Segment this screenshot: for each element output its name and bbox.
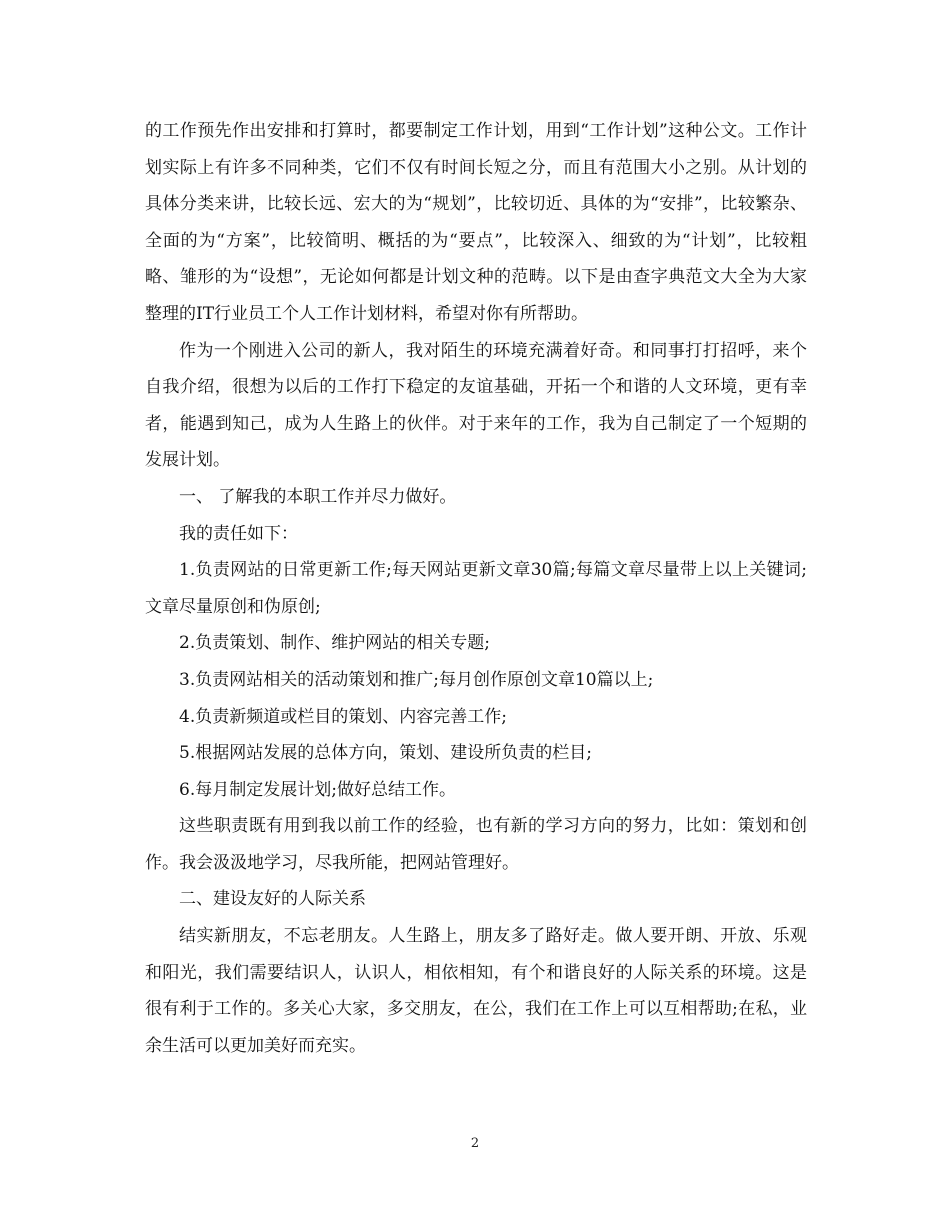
list-item-5: 5.根据网站发展的总体方向，策划、建设所负责的栏目; bbox=[179, 743, 592, 764]
paragraph-experience: 这些职责既有用到我以前工作的经验，也有新的学习方向的努力，比如：策划和创作。我会汲汲地学习，尽我所能，把网站管理好。 bbox=[145, 816, 807, 873]
list-item-6: 6.每月制定发展计划;做好总结工作。 bbox=[179, 779, 456, 800]
list-item-3: 3.负责网站相关的活动策划和推广;每月创作原创文章10篇以上; bbox=[179, 669, 654, 690]
paragraph-newcomer: 作为一个刚进入公司的新人，我对陌生的环境充满着好奇。和同事打打招呼，来个自我介绍，很想为以后的工作打下稳定的友谊基础，开拓一个和谐的人文环境，更有幸者，能遇到知己，成为人生路上的伙伴。对于来年的工作，我为自己制定了一个短期的发展计划。 bbox=[145, 340, 807, 471]
paragraph-intro: 的工作预先作出安排和打算时，都要制定工作计划，用到“工作计划”这种公文。工作计划实际上有许多不同种类，它们不仅有时间长短之分，而且有范围大小之别。从计划的具体分类来讲，比较长远、宏大的为“规划”，比较切近、具体的为“安排”，比较繁杂、全面的为“方案”，比较简明、概括的为“要点”，比较深入、细致的为“计划”，比较粗略、雏形的为“设想”，无论如何都是计划文种的范畴。以下是由查字典范文大全为大家整理的IT行业员工个人工作计划材料，希望对你有所帮助。 bbox=[145, 121, 807, 324]
paragraph-friends: 结实新朋友，不忘老朋友。人生路上，朋友多了路好走。做人要开朗、开放、乐观和阳光，我们需要结识人，认识人，相依相知，有个和谐良好的人际关系的环境。这是很有利于工作的。多关心大家，多交朋友，在公，我们在工作上可以互相帮助;在私，业余生活可以更加美好而充实。 bbox=[145, 926, 807, 1056]
list-item-2: 2.负责策划、制作、维护网站的相关专题; bbox=[179, 633, 490, 654]
page-number: 2 bbox=[470, 1136, 480, 1151]
list-item-4: 4.负责新频道或栏目的策划、内容完善工作; bbox=[179, 706, 507, 727]
section-heading-relations: 二、建设友好的人际关系 bbox=[179, 889, 366, 910]
section-heading-duties: 一、 了解我的本职工作并尽力做好。 bbox=[179, 486, 457, 507]
paragraph-responsibilities-intro: 我的责任如下： bbox=[179, 523, 298, 544]
document-body bbox=[145, 113, 807, 1064]
list-item-1: 1.负责网站的日常更新工作;每天网站更新文章30篇;每篇文章尽量带上以上关键词;文章尽量原创和伪原创; bbox=[145, 560, 807, 617]
